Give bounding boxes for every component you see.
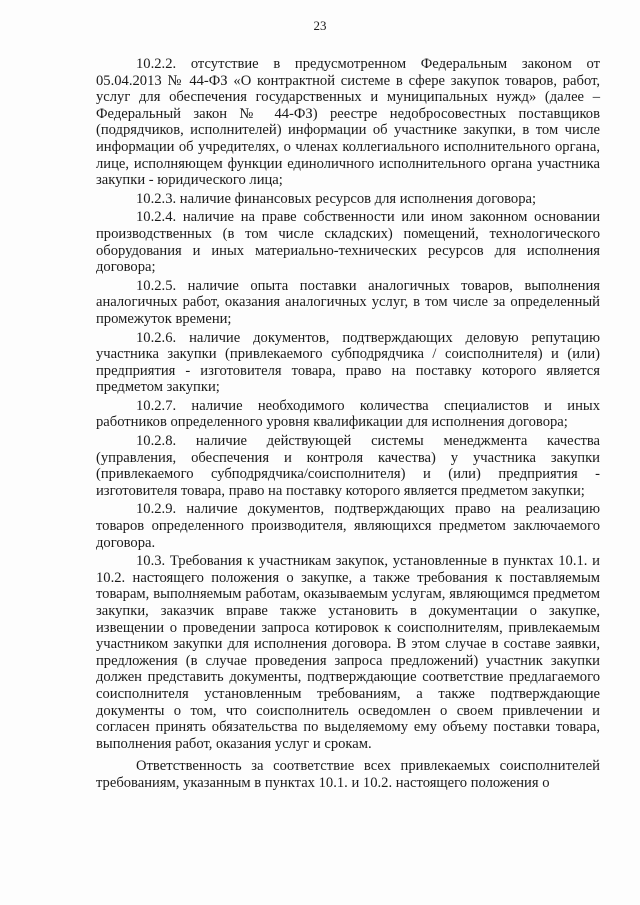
paragraph-10-2-9: 10.2.9. наличие документов, подтверждающих право на реализацию товаров определенного производителя, являющихся предметом заключаемого договора.	[96, 501, 600, 551]
paragraph-10-2-2: 10.2.2. отсутствие в предусмотренном Федеральным законом от 05.04.2013 № 44-ФЗ «О контрактной системе в сфере закупок товаров, работ, услуг для обеспечения государственных и муниципальных нужд» (далее – Федеральный закон № 44-ФЗ) реестре недобросовестных поставщиков (подрядчиков, исполнителей) информации об участнике закупки, в том числе информации об учредителях, о членах коллегиального исполнительного органа, лице, исполняющем функции единоличного исполнительного органа участника закупки - юридического лица;	[96, 56, 600, 189]
paragraph-10-2-8: 10.2.8. наличие действующей системы менеджмента качества (управления, обеспечения и контроля качества) у участника закупки (привлекаемого субподрядчика/соисполнителя) и (или) предприятия - изготовителя товара, право на поставку которого является предметом закупки;	[96, 433, 600, 499]
paragraph-10-3: 10.3. Требования к участникам закупок, установленные в пунктах 10.1. и 10.2. настоящего положения о закупке, а также требования к поставляемым товарам, выполняемым работам, оказываемым услугам, являющимся предметом закупки, заказчик вправе также установить в документации о закупке, извещении о проведении запроса котировок к соисполнителям, привлекаемым участником закупки для исполнения договора. В этом случае в составе заявки, предложения (в случае проведения запроса предложений) участник закупки должен представить документы, подтверждающие соответствие предлагаемого соисполнителя установленным требованиям, а также подтверждающие документы о том, что соисполнитель осведомлен о своем привлечении и согласен принять обязательства по выделяемому ему объему поставки товара, выполнения работ, оказания услуг и срокам.	[96, 553, 600, 752]
paragraph-10-2-5: 10.2.5. наличие опыта поставки аналогичных товаров, выполнения аналогичных работ, оказания аналогичных услуг, в том числе за определенный промежуток времени;	[96, 277, 600, 327]
paragraph-10-2-3: 10.2.3. наличие финансовых ресурсов для исполнения договора;	[136, 190, 537, 207]
paragraph-10-2-7: 10.2.7. наличие необходимого количества специалистов и иных работников определенного уровня квалификации для исполнения договора;	[96, 397, 600, 431]
paragraph-10-2-4: 10.2.4. наличие на праве собственности или ином законном основании производственных (в том числе складских) помещений, технологического оборудования и иных материально-технических ресурсов для исполнения договора;	[96, 209, 600, 276]
page-number: 23	[313, 18, 327, 33]
paragraph-responsibility: Ответственность за соответствие всех привлекаемых соисполнителей требованиям, указанным в пунктах 10.1. и 10.2. настоящего положения о	[96, 758, 600, 791]
document-body	[96, 56, 600, 794]
paragraph-10-2-6: 10.2.6. наличие документов, подтверждающих деловую репутацию участника закупки (привлекаемого субподрядчика / соисполнителя) и (или) предприятия - изготовителя товара, право на поставку которого является предметом закупки;	[96, 329, 600, 396]
